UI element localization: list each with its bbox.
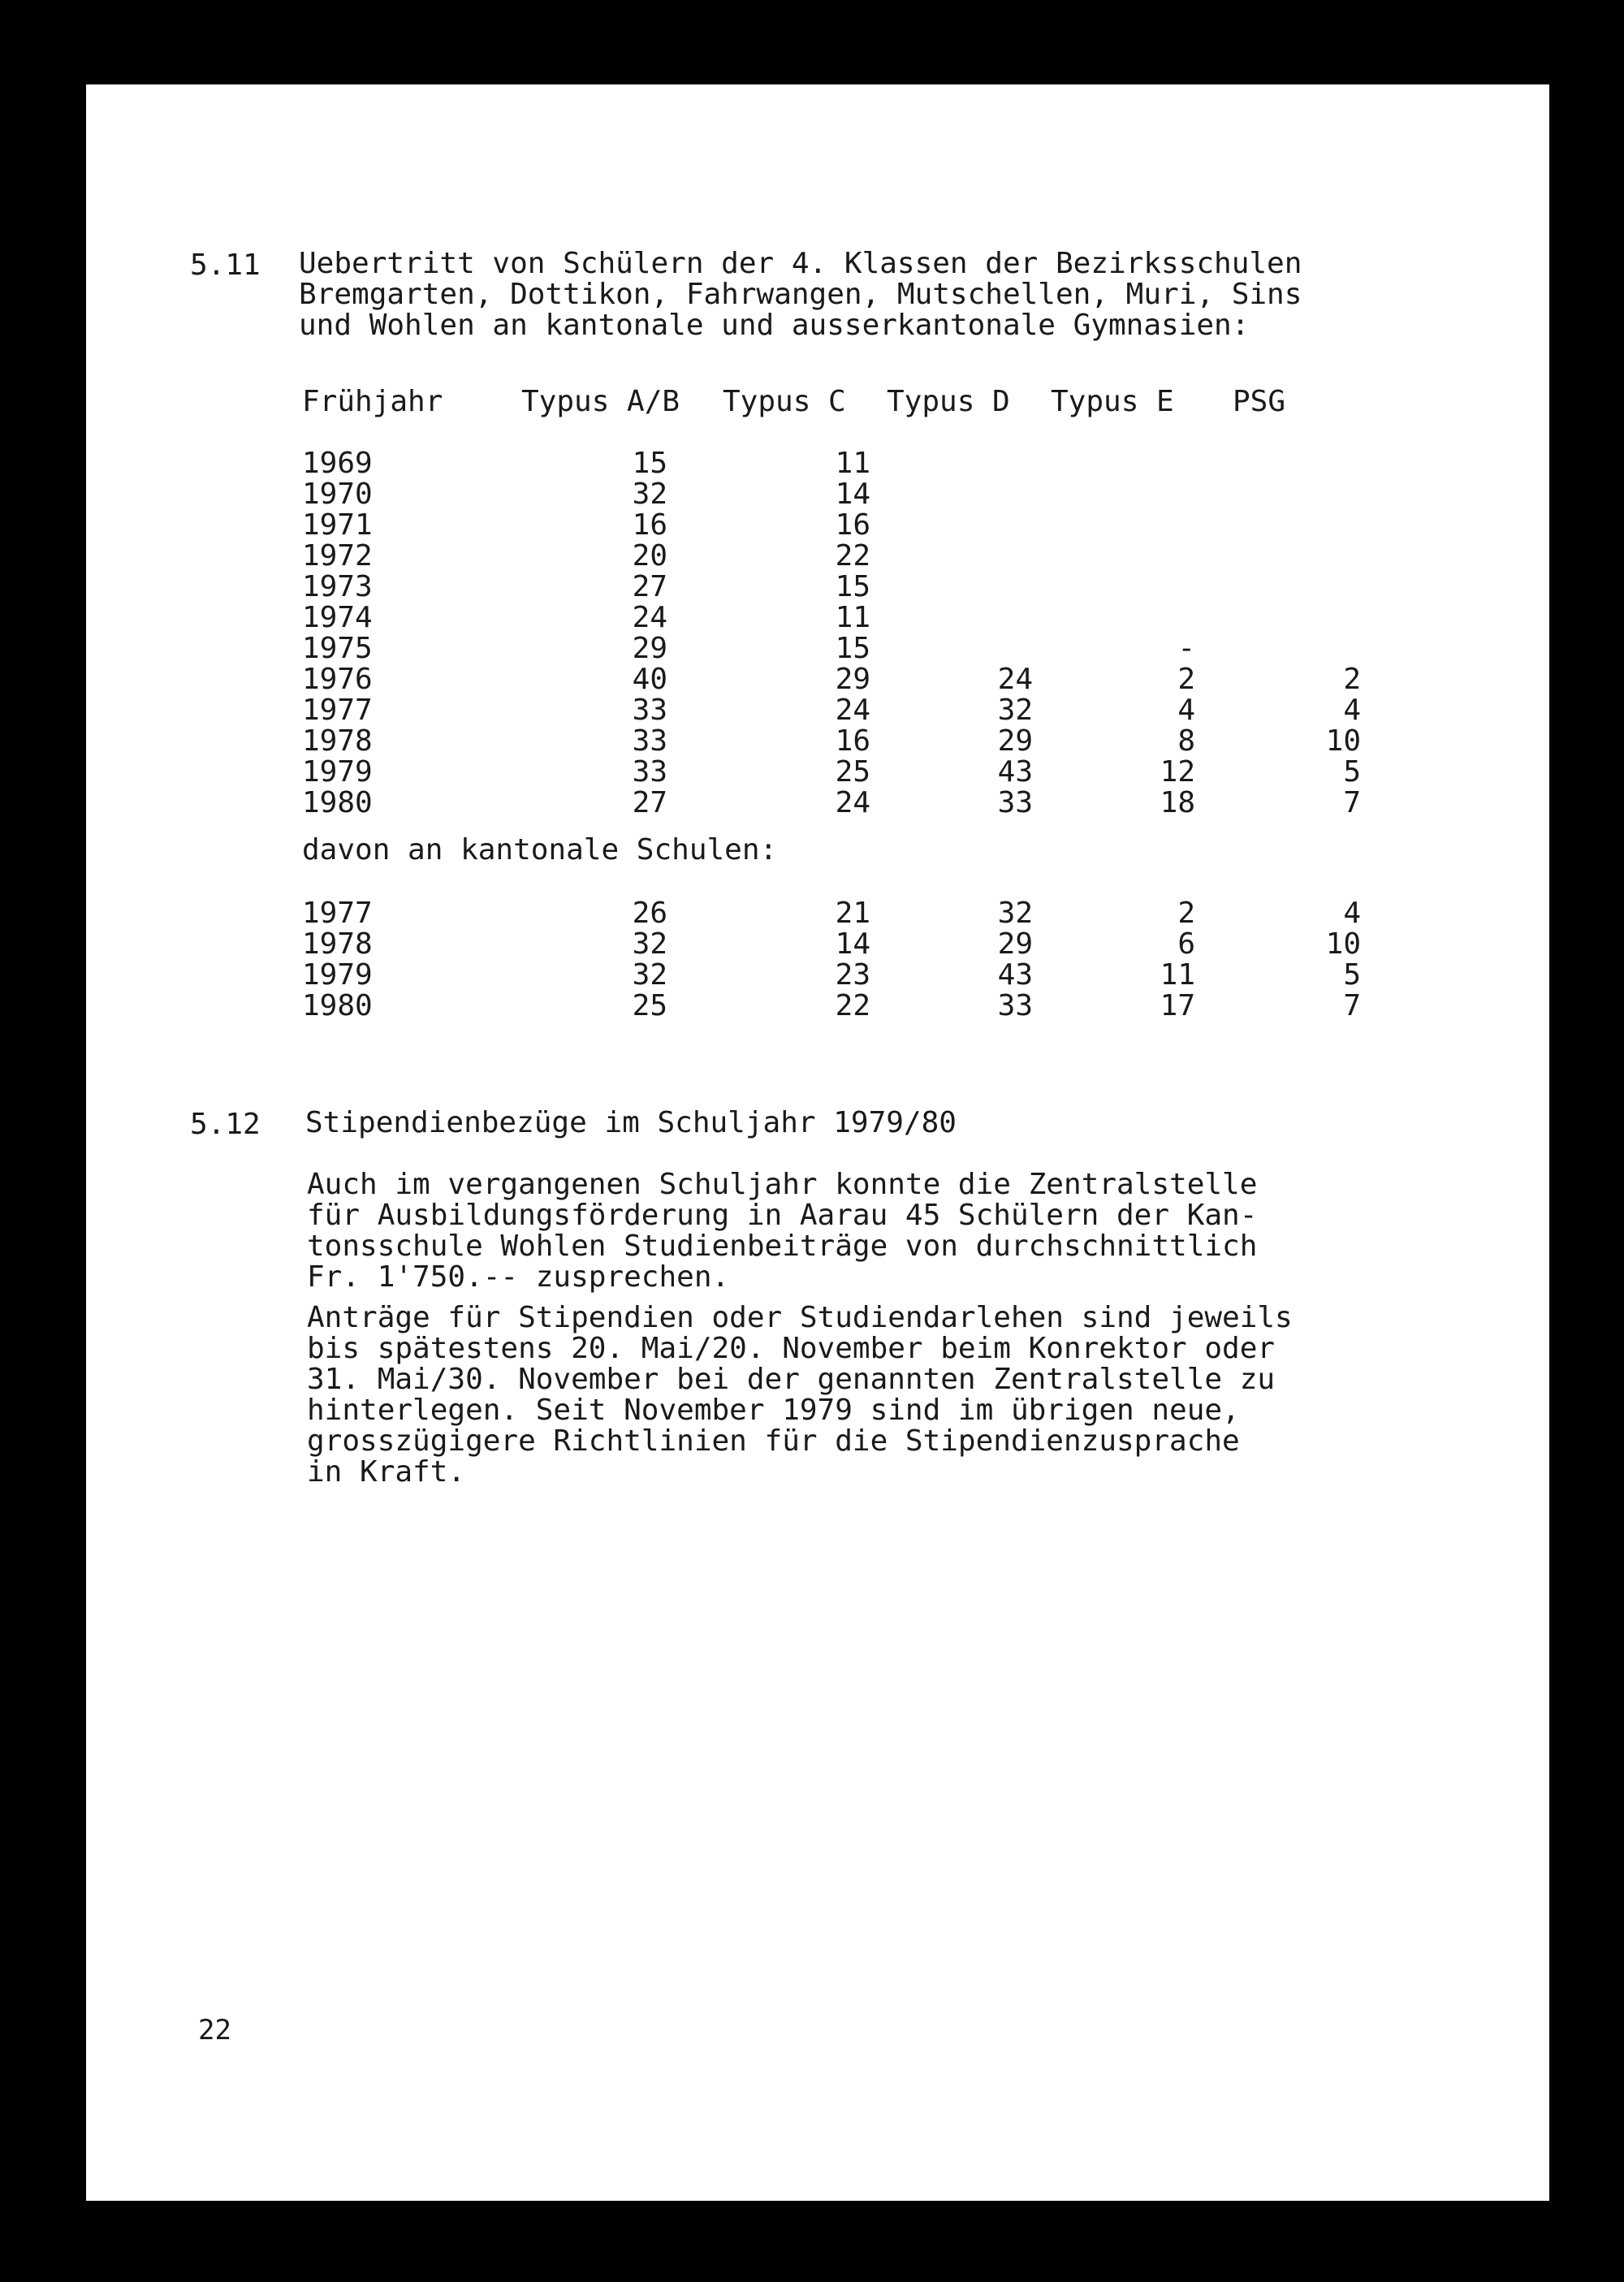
cell-typus-ab: 24 bbox=[632, 601, 667, 634]
cell-psg: 4 bbox=[1343, 897, 1361, 930]
table-row bbox=[302, 603, 1374, 633]
paragraph-line: 31. Mai/30. November bei der genannten Zentralstelle zu bbox=[307, 1363, 1276, 1396]
table-row bbox=[302, 664, 1374, 695]
cell-year: 1969 bbox=[302, 447, 373, 480]
cell-year: 1979 bbox=[302, 958, 373, 992]
cell-typus-ab: 33 bbox=[632, 724, 667, 758]
cell-typus-e: 2 bbox=[1177, 663, 1195, 696]
cell-typus-c: 15 bbox=[835, 632, 870, 665]
cell-year: 1970 bbox=[302, 478, 373, 511]
cell-typus-c: 14 bbox=[835, 478, 870, 511]
paragraph-line: Anträge für Stipendien oder Studiendarlehen sind jeweils bbox=[307, 1301, 1293, 1334]
paragraph-line: hinterlegen. Seit November 1979 sind im übrigen neue, bbox=[307, 1394, 1240, 1427]
cell-typus-ab: 15 bbox=[632, 447, 667, 480]
cell-typus-e: - bbox=[1177, 632, 1195, 665]
cell-year: 1980 bbox=[302, 989, 373, 1022]
paragraph-2 bbox=[307, 1303, 1293, 1488]
table-row bbox=[302, 510, 1374, 541]
cell-typus-d: 29 bbox=[997, 927, 1033, 961]
cell-year: 1971 bbox=[302, 508, 373, 542]
paragraph-line: Auch im vergangenen Schuljahr konnte die Zentralstelle bbox=[307, 1168, 1258, 1201]
table-row bbox=[302, 541, 1374, 572]
col-header-psg: PSG bbox=[1233, 385, 1286, 418]
cell-typus-c: 22 bbox=[835, 539, 870, 573]
cell-year: 1977 bbox=[302, 897, 373, 930]
cell-typus-ab: 27 bbox=[632, 570, 667, 603]
cell-typus-ab: 26 bbox=[632, 897, 667, 930]
cell-year: 1976 bbox=[302, 663, 373, 696]
cell-typus-d: 43 bbox=[997, 755, 1033, 789]
cell-year: 1980 bbox=[302, 786, 373, 819]
cell-psg: 4 bbox=[1343, 694, 1361, 727]
cell-typus-e: 6 bbox=[1177, 927, 1195, 961]
col-header-fruehjahr: Frühjahr bbox=[302, 385, 443, 418]
section-heading-5-11 bbox=[299, 249, 1302, 341]
cell-typus-d: 33 bbox=[997, 989, 1033, 1022]
cell-typus-ab: 32 bbox=[632, 927, 667, 961]
cell-typus-ab: 40 bbox=[632, 663, 667, 696]
table-row bbox=[302, 960, 1374, 991]
section-number-5-11: 5.11 bbox=[190, 249, 261, 282]
cell-psg: 10 bbox=[1325, 927, 1361, 961]
table-row bbox=[302, 898, 1374, 929]
cell-year: 1973 bbox=[302, 570, 373, 603]
cell-psg: 5 bbox=[1343, 755, 1361, 789]
cell-typus-d: 43 bbox=[997, 958, 1033, 992]
cell-typus-d: 24 bbox=[997, 663, 1033, 696]
cell-year: 1974 bbox=[302, 601, 373, 634]
cell-typus-c: 15 bbox=[835, 570, 870, 603]
cell-typus-c: 16 bbox=[835, 724, 870, 758]
table-row bbox=[302, 757, 1374, 788]
cell-typus-c: 24 bbox=[835, 786, 870, 819]
cell-typus-e: 17 bbox=[1160, 989, 1195, 1022]
cell-typus-e: 11 bbox=[1160, 958, 1195, 992]
cell-typus-c: 21 bbox=[835, 897, 870, 930]
cell-typus-c: 29 bbox=[835, 663, 870, 696]
section-number-5-12: 5.12 bbox=[190, 1108, 261, 1141]
heading-line: und Wohlen an kantonale und ausserkantonale Gymnasien: bbox=[299, 309, 1250, 342]
heading-line: Uebertritt von Schülern der 4. Klassen der Bezirksschulen bbox=[299, 247, 1302, 280]
cell-year: 1979 bbox=[302, 755, 373, 789]
table-row bbox=[302, 929, 1374, 960]
cell-psg: 2 bbox=[1343, 663, 1361, 696]
table-subheading: davon an kantonale Schulen: bbox=[302, 833, 778, 867]
table-row bbox=[302, 695, 1374, 726]
table-row bbox=[302, 479, 1374, 510]
cell-typus-d: 33 bbox=[997, 786, 1033, 819]
cell-typus-c: 25 bbox=[835, 755, 870, 789]
cell-typus-ab: 32 bbox=[632, 958, 667, 992]
document-page bbox=[86, 84, 1549, 2201]
paragraph-line: Fr. 1'750.-- zusprechen. bbox=[307, 1260, 730, 1294]
cell-year: 1978 bbox=[302, 927, 373, 961]
page-number: 22 bbox=[198, 2014, 231, 2046]
cell-psg: 7 bbox=[1343, 989, 1361, 1022]
paragraph-line: in Kraft. bbox=[307, 1455, 466, 1489]
cell-typus-c: 23 bbox=[835, 958, 870, 992]
cell-typus-ab: 33 bbox=[632, 755, 667, 789]
cell-psg: 7 bbox=[1343, 786, 1361, 819]
col-header-typus-ab: Typus A/B bbox=[521, 385, 680, 418]
table-row bbox=[302, 448, 1374, 479]
cell-typus-c: 11 bbox=[835, 601, 870, 634]
cell-typus-ab: 29 bbox=[632, 632, 667, 665]
cell-typus-d: 32 bbox=[997, 694, 1033, 727]
cell-typus-d: 32 bbox=[997, 897, 1033, 930]
cell-typus-c: 14 bbox=[835, 927, 870, 961]
paragraph-line: grosszügigere Richtlinien für die Stipendienzusprache bbox=[307, 1424, 1240, 1458]
cell-typus-ab: 27 bbox=[632, 786, 667, 819]
cell-year: 1978 bbox=[302, 724, 373, 758]
cell-typus-ab: 32 bbox=[632, 478, 667, 511]
cell-year: 1977 bbox=[302, 694, 373, 727]
cell-year: 1972 bbox=[302, 539, 373, 573]
cell-typus-e: 8 bbox=[1177, 724, 1195, 758]
cell-typus-c: 22 bbox=[835, 989, 870, 1022]
table-row bbox=[302, 991, 1374, 1022]
cell-typus-e: 12 bbox=[1160, 755, 1195, 789]
cell-typus-d: 29 bbox=[997, 724, 1033, 758]
cell-year: 1975 bbox=[302, 632, 373, 665]
col-header-typus-c: Typus C bbox=[723, 385, 846, 418]
col-header-typus-d: Typus D bbox=[887, 385, 1010, 418]
cell-typus-c: 24 bbox=[835, 694, 870, 727]
paragraph-line: bis spätestens 20. Mai/20. November beim Konrektor oder bbox=[307, 1332, 1276, 1365]
cell-typus-ab: 25 bbox=[632, 989, 667, 1022]
heading-line: Bremgarten, Dottikon, Fahrwangen, Mutschellen, Muri, Sins bbox=[299, 278, 1302, 311]
col-header-typus-e: Typus E bbox=[1051, 385, 1174, 418]
cell-typus-e: 4 bbox=[1177, 694, 1195, 727]
paragraph-1 bbox=[307, 1169, 1257, 1293]
cell-psg: 10 bbox=[1325, 724, 1361, 758]
paragraph-line: für Ausbildungsförderung in Aarau 45 Schülern der Kan- bbox=[307, 1199, 1258, 1232]
cell-typus-e: 2 bbox=[1177, 897, 1195, 930]
table-row bbox=[302, 572, 1374, 603]
table-row bbox=[302, 633, 1374, 664]
cell-psg: 5 bbox=[1343, 958, 1361, 992]
table-row bbox=[302, 788, 1374, 819]
cell-typus-ab: 20 bbox=[632, 539, 667, 573]
cell-typus-c: 11 bbox=[835, 447, 870, 480]
paragraph-line: tonsschule Wohlen Studienbeiträge von durchschnittlich bbox=[307, 1230, 1258, 1263]
cell-typus-ab: 33 bbox=[632, 694, 667, 727]
cell-typus-ab: 16 bbox=[632, 508, 667, 542]
table-row bbox=[302, 726, 1374, 757]
cell-typus-e: 18 bbox=[1160, 786, 1195, 819]
section-heading-5-12: Stipendienbezüge im Schuljahr 1979/80 bbox=[305, 1106, 957, 1139]
cell-typus-c: 16 bbox=[835, 508, 870, 542]
